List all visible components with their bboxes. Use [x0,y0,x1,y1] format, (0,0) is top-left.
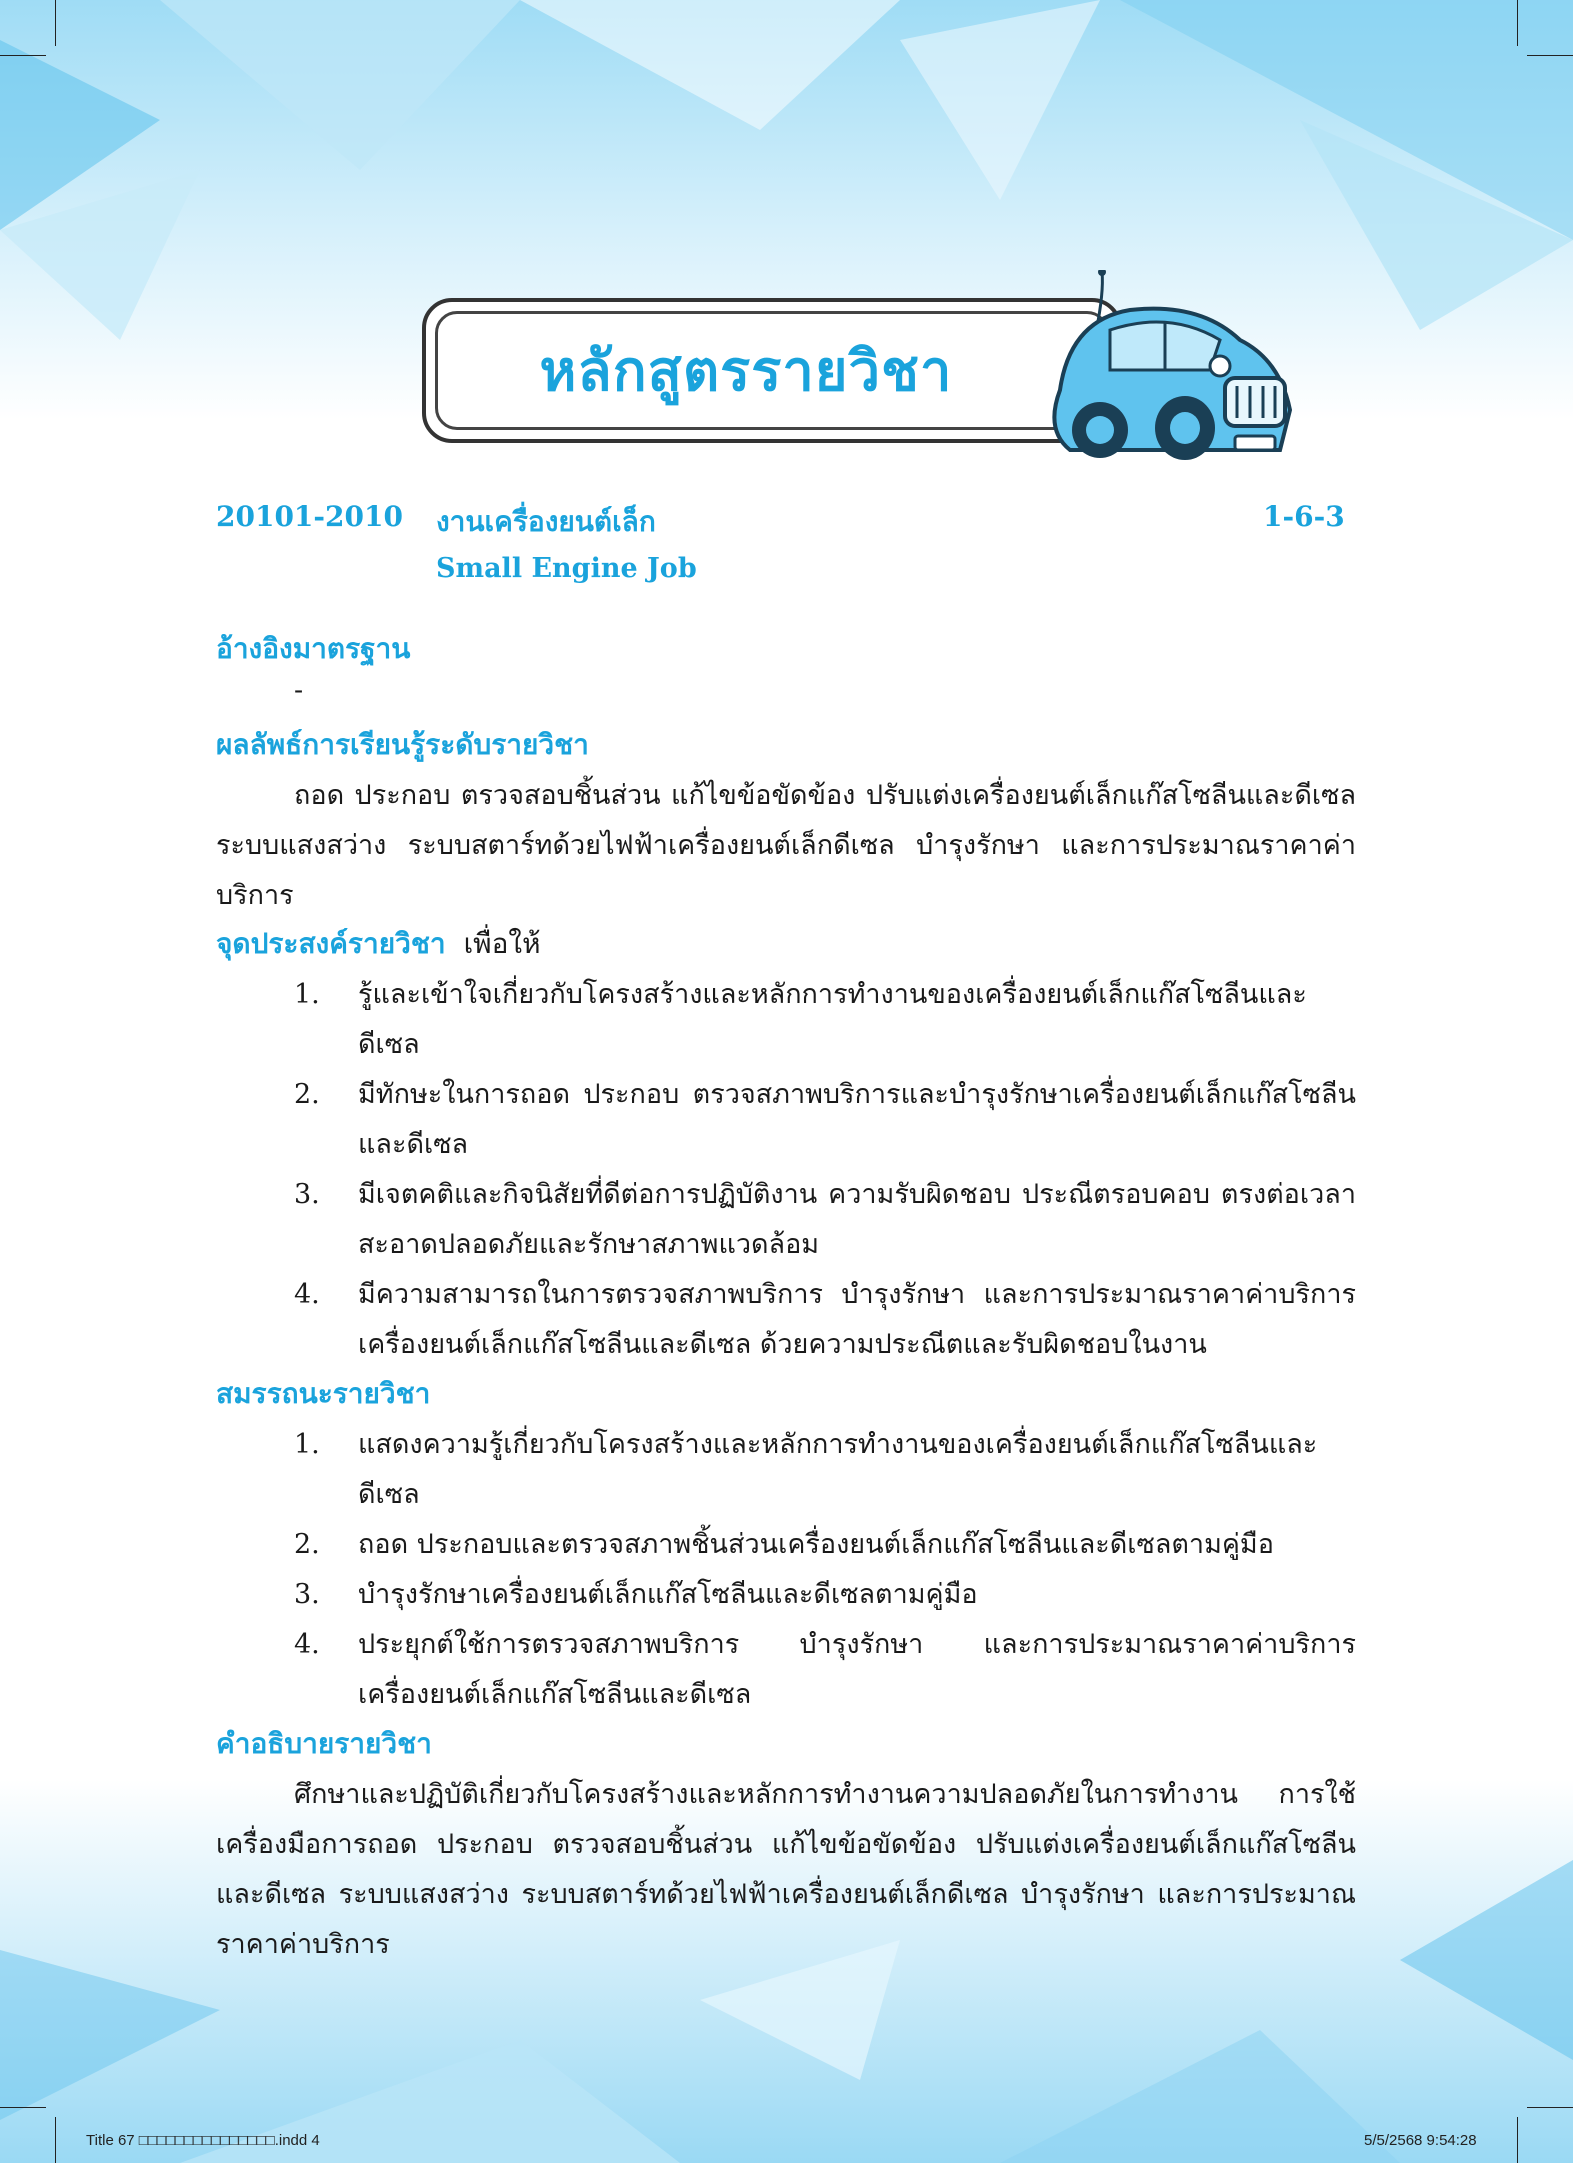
list-number: 4. [294,1279,320,1310]
footer-file: Title 67 □□□□□□□□□□□□□□□.indd 4 [86,2132,320,2149]
list-number: 1. [294,1429,320,1460]
list-number: 3. [294,1579,320,1610]
page-title: หลักสูตรรายวิชา [539,339,953,404]
crop-mark [1527,2107,1573,2108]
crop-mark [55,0,56,46]
crop-mark [55,2117,56,2163]
list-number: 2. [294,1079,320,1110]
list-number: 3. [294,1179,320,1210]
list-item [0,1170,1573,1270]
description-heading: คำอธิบายรายวิชา [216,1727,432,1760]
course-name-english: Small Engine Job [436,553,697,584]
standard-ref-heading: อ้างอิงมาตรฐาน [216,632,411,665]
learning-outcome-text: ถอด ประกอบ ตรวจสอบชิ้นส่วน แก้ไขข้อขัดข้อง ปรับแต่งเครื่องยนต์เล็กแก๊สโซลีนและดีเซล ระบบแสงสว่าง ระบบสตาร์ทด้วยไฟฟ้าเครื่องยนต์เล็กดีเซล บำรุงรักษา และการประมาณราคาค่าบริการ [216,780,1356,911]
objectives-heading-label: จุดประสงค์รายวิชา [216,927,446,960]
competencies-heading: สมรรถนะรายวิชา [216,1377,431,1410]
title-banner [422,298,1122,443]
list-text: บำรุงรักษาเครื่องยนต์เล็กแก๊สโซลีนและดีเซลตามคู่มือ [358,1579,978,1610]
list-item [0,970,1573,1070]
standard-ref-value: - [294,675,304,706]
list-text: แสดงความรู้เกี่ยวกับโครงสร้างและหลักการทำงานของเครื่องยนต์เล็กแก๊สโซลีนและดีเซล [358,1429,1318,1510]
list-item [0,1620,1573,1720]
list-item [0,1420,1573,1520]
crop-mark [1517,0,1518,46]
list-text: รู้และเข้าใจเกี่ยวกับโครงสร้างและหลักการทำงานของเครื่องยนต์เล็กแก๊สโซลีนและดีเซล [358,979,1307,1060]
crop-mark [1517,2117,1518,2163]
crop-mark [1527,55,1573,56]
list-item [0,1270,1573,1370]
objectives-heading [216,922,541,966]
footer-timestamp: 5/5/2568 9:54:28 [1364,2132,1477,2149]
list-item [0,1070,1573,1170]
car-icon [1040,270,1300,460]
list-number: 1. [294,979,320,1010]
learning-outcome-heading: ผลลัพธ์การเรียนรู้ระดับรายวิชา [216,728,589,761]
list-text: มีเจตคติและกิจนิสัยที่ดีต่อการปฏิบัติงาน ความรับผิดชอบ ประณีตรอบคอบ ตรงต่อเวลา สะอาดปลอดภัยและรักษาสภาพแวดล้อม [358,1179,1356,1260]
list-text: มีความสามารถในการตรวจสภาพบริการ บำรุงรักษา และการประมาณราคาค่าบริการเครื่องยนต์เล็กแก๊สโซลีนและดีเซล ด้วยความประณีตและรับผิดชอบในงาน [358,1279,1356,1360]
list-item [0,1570,1573,1620]
list-number: 2. [294,1529,320,1560]
course-code: 20101-2010 [216,500,403,533]
crop-mark [0,2107,46,2108]
objectives-lead: เพื่อให้ [463,927,541,960]
list-item [0,1520,1573,1570]
crop-mark [0,55,46,56]
list-number: 4. [294,1629,320,1660]
description-text: ศึกษาและปฏิบัติเกี่ยวกับโครงสร้างและหลักการทำงานความปลอดภัยในการทำงาน การใช้เครื่องมือการถอด ประกอบ ตรวจสอบชิ้นส่วน แก้ไขข้อขัดข้อง ปรับแต่งเครื่องยนต์เล็กแก๊สโซลีนและดีเซล ระบบแสงสว่าง ระบบสตาร์ทด้วยไฟฟ้าเครื่องยนต์เล็กดีเซล บำรุงรักษา และการประมาณราคาค่าบริการ [216,1779,1356,1960]
objectives-list [0,970,1573,1370]
course-name-thai: งานเครื่องยนต์เล็ก [436,505,656,538]
competencies-list [0,1420,1573,1720]
course-credits: 1-6-3 [1263,500,1345,533]
list-text: ถอด ประกอบและตรวจสภาพชิ้นส่วนเครื่องยนต์เล็กแก๊สโซลีนและดีเซลตามคู่มือ [358,1529,1274,1560]
list-text: มีทักษะในการถอด ประกอบ ตรวจสภาพบริการและบำรุงรักษาเครื่องยนต์เล็กแก๊สโซลีนและดีเซล [358,1079,1356,1160]
list-text: ประยุกต์ใช้การตรวจสภาพบริการ บำรุงรักษา และการประมาณราคาค่าบริการเครื่องยนต์เล็กแก๊สโซลีนและดีเซล [358,1629,1356,1710]
